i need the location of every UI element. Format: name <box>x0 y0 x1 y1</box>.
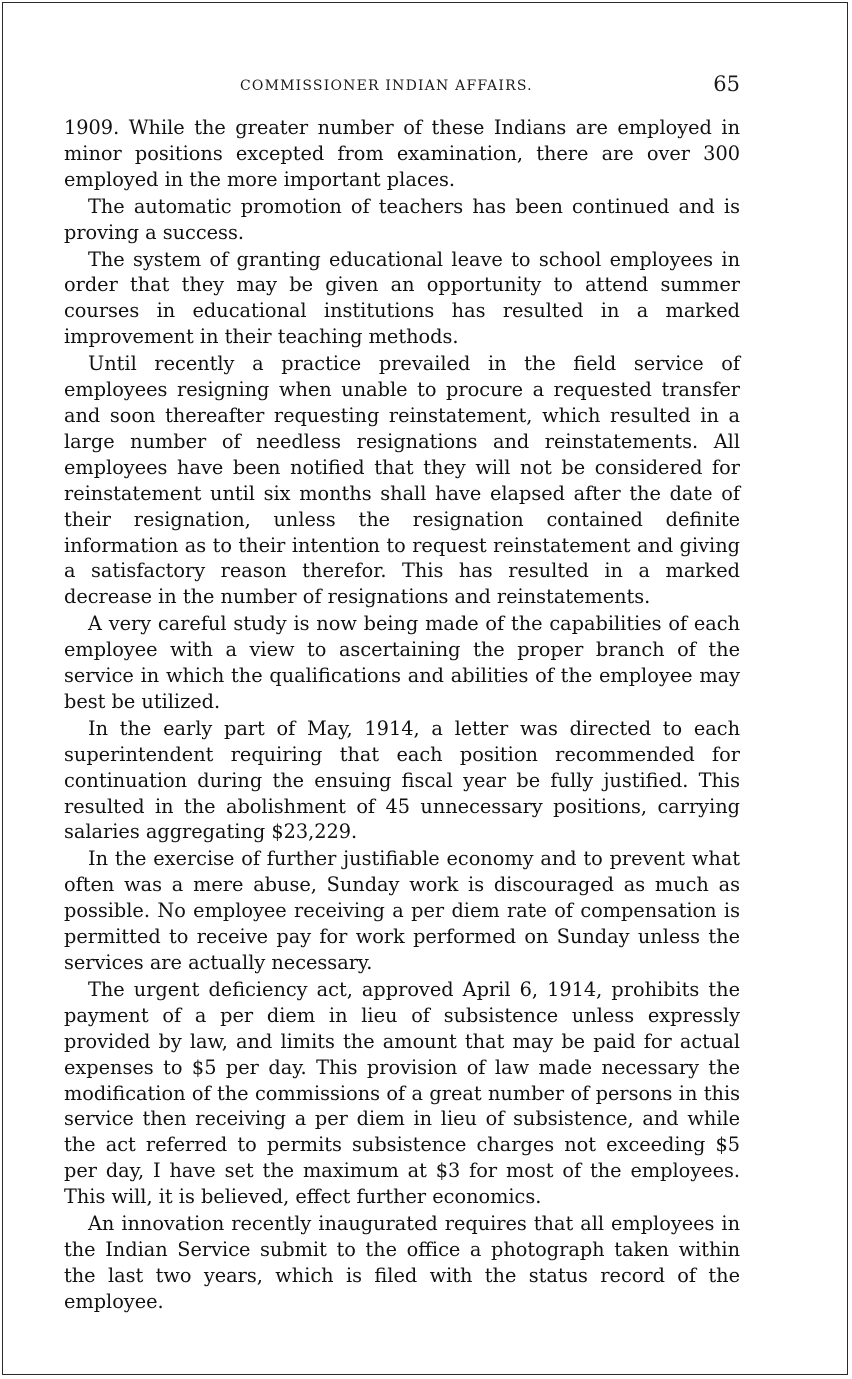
paragraph-capabilities-study: A very careful study is now being made of the capabilities of each employee with a view to ascertaining the proper branch of the service in which the qualifications and abilities of the employee may best be utilized. <box>64 612 740 713</box>
paragraph-continuation: 1909. While the greater number of these Indians are employed in minor positions excepted from examination, there are over 300 employed in the more important places. <box>64 116 740 191</box>
paragraph-reinstatement: Until recently a practice prevailed in the field service of employees resigning when unable to procure a requested transfer and soon thereafter requesting reinstatement, which resulted in a large number of needless resignations and reinstatements. All employees have been notified that they will not be considered for reinstatement until six months shall have elapsed after the date of their resignation, unless the resignation contained definite information as to their intention to request reinstatement and giving a satisfactory reason therefor. This has resulted in a marked decrease in the number of resignations and reinstatements. <box>64 352 740 609</box>
paragraph-educational-leave: The system of granting educational leave to school employees in order that they may be given an opportunity to attend summer courses in educational institutions has resulted in a marked improvement in their teaching methods. <box>64 247 740 349</box>
body-text <box>64 115 740 1315</box>
paragraph-positions-justified: In the early part of May, 1914, a letter was directed to each superintendent requiring that each position recommended for continuation during the ensuing fiscal year be fully justified. This resulted in the abolishment of 45 unnecessary positions, carrying salaries aggregating $23,229. <box>64 716 740 844</box>
page-number: 65 <box>713 72 740 96</box>
paragraph-sunday-work: In the exercise of further justifiable economy and to prevent what often was a mere abuse, Sunday work is discouraged as much as possible. No employee receiving a per diem rate of compensation is permitted to receive pay for work performed on Sunday unless the services are actually necessary. <box>64 847 740 974</box>
running-title: COMMISSIONER INDIAN AFFAIRS. <box>240 78 533 94</box>
page-header <box>64 72 740 102</box>
paragraph-deficiency-act: The urgent deficiency act, approved April 6, 1914, prohibits the payment of a per diem in lieu of subsistence unless expressly provided by law, and limits the amount that may be paid for actual expenses to $5 per day. This provision of law made necessary the modification of the commissions of a great number of persons in this service then receiving a per diem in lieu of subsistence, and while the act referred to permits subsistence charges not exceeding $5 per day, I have set the maximum at $3 for most of the employees. This will, it is believed, effect further economics. <box>64 977 740 1209</box>
paragraph-teacher-promotion: The automatic promotion of teachers has been continued and is proving a success. <box>64 194 740 244</box>
paragraph-photograph-requirement: An innovation recently inaugurated requires that all employees in the Indian Service submit to the office a photograph taken within the last two years, which is filed with the status record of the employee. <box>64 1212 740 1313</box>
